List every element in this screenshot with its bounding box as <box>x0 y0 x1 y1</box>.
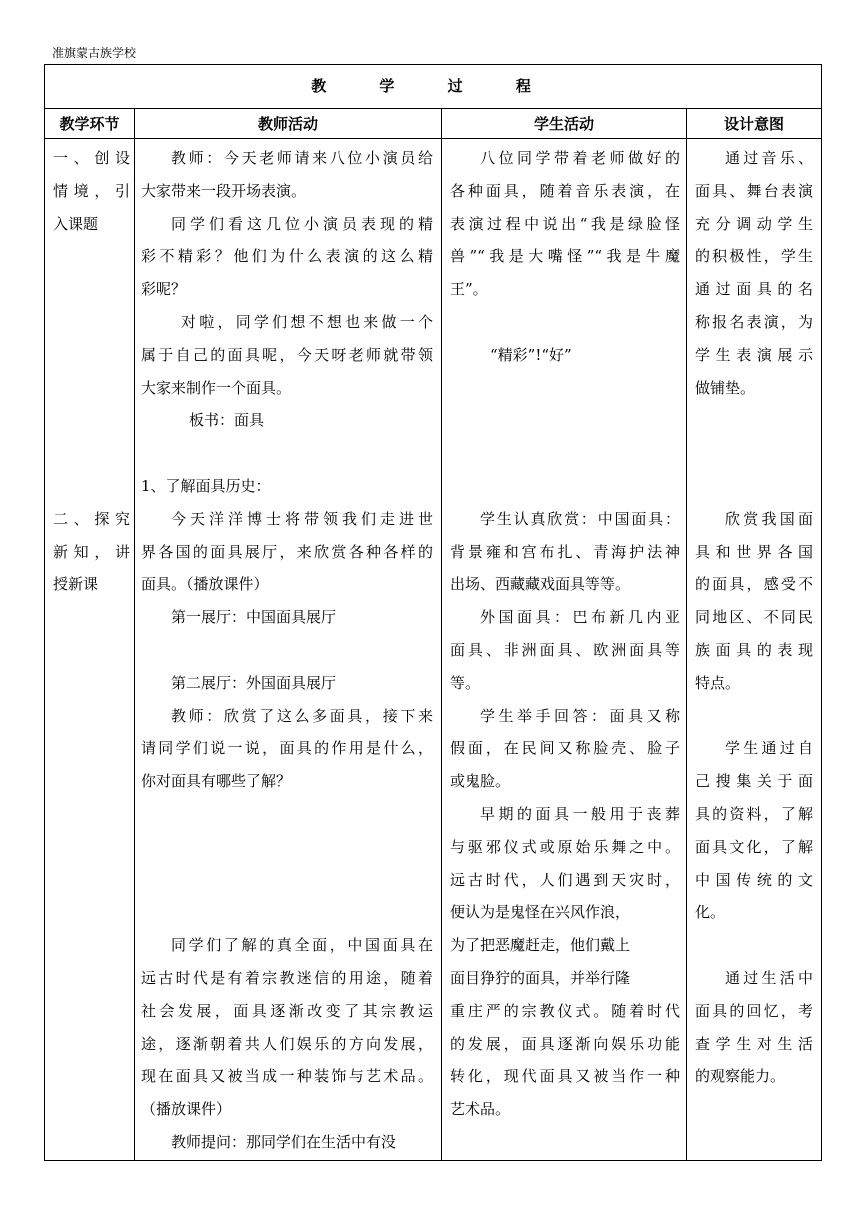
intent-text: 面具、舞台表演 <box>695 181 814 200</box>
student-text: 早期的面具一般用于丧葬 <box>480 804 680 823</box>
teacher-text: 第二展厅：外国面具展厅 <box>171 673 337 692</box>
teacher-text: 教师提问：那同学们在生活中有没 <box>171 1132 397 1151</box>
teacher-text: 1、了解面具历史： <box>141 476 271 495</box>
intent-text: 称报名表演，为 <box>695 312 814 331</box>
student-text: 面具、非洲面具、欧洲面具等 <box>450 640 680 659</box>
student-text: 等。 <box>450 673 481 692</box>
intent-text: 通过音乐、 <box>725 149 814 167</box>
teacher-text: 社会发展，面具逐渐改变了其宗教运 <box>141 1001 433 1020</box>
teacher-text: 教师：欣赏了这么多面具，接下来 <box>171 706 433 725</box>
teacher-activity-column <box>135 139 442 1161</box>
teacher-text: 彩不精彩？他们为什么表演的这么精 <box>141 247 433 266</box>
student-text: 兽”“我是大嘴怪”“我是牛魔 <box>450 247 680 266</box>
student-text: 的发展，面具逐渐向娱乐功能 <box>450 1034 680 1053</box>
intent-text: 欣赏我国面 <box>725 509 814 528</box>
stage-text: 情境，引 <box>53 181 130 200</box>
table-title: 教 学 过 程 <box>45 65 822 109</box>
teacher-text: 途，逐渐朝着共人们娱乐的方向发展， <box>141 1034 433 1053</box>
header-stage: 教学环节 <box>45 109 135 139</box>
school-name: 准旗蒙古族学校 <box>52 46 137 60</box>
teacher-text: 板书：面具 <box>189 411 265 430</box>
student-text: 便认为是鬼怪在兴风作浪， <box>450 903 631 922</box>
student-text: 重庄严的宗教仪式。随着时代 <box>450 1001 680 1020</box>
intent-text: 充分调动学生 <box>695 214 814 233</box>
intent-text: 族面具的表现 <box>695 640 814 659</box>
teacher-text: 属于自己的面具呢，今天呀老师就带领 <box>141 345 433 364</box>
student-text: 外国面具：巴布新几内亚 <box>480 608 680 627</box>
intent-text: 面具文化，了解 <box>695 837 814 856</box>
student-text: 八位同学带着老师做好的 <box>480 149 680 167</box>
intent-text: 做铺垫。 <box>695 378 756 397</box>
intent-text: 的面具，感受不 <box>695 575 814 594</box>
intent-text: 查学生对生活 <box>695 1034 814 1053</box>
student-text: 与驱邪仪式或原始乐舞之中。 <box>450 837 680 856</box>
student-text: 面目狰狞的面具，并举行隆 <box>450 968 631 987</box>
teacher-text: 远古时代是有着宗教迷信的用途，随着 <box>141 968 433 987</box>
student-text: 学生举手回答：面具又称 <box>480 706 680 725</box>
intent-text: 学生通过自 <box>725 739 814 758</box>
intent-text: 己搜集关于面 <box>695 772 814 791</box>
student-text: 表演过程中说出“我是绿脸怪 <box>450 214 680 233</box>
stage-text: 二、探究 <box>53 509 130 528</box>
intent-text: 学生表演展示 <box>695 345 814 364</box>
lesson-process-table <box>44 64 822 1161</box>
teacher-text: 今天洋洋博士将带领我们走进世 <box>171 509 433 528</box>
design-intent-column <box>687 139 822 1161</box>
student-text: 出场、西藏藏戏面具等等。 <box>450 575 631 594</box>
teacher-text: 面具。（播放课件） <box>141 575 269 594</box>
header-design-intent: 设计意图 <box>687 109 822 139</box>
stage-text: 一、创设 <box>53 149 130 167</box>
teacher-text: （播放课件） <box>141 1100 232 1119</box>
header-student-activity: 学生活动 <box>442 109 687 139</box>
teacher-text: 第一展厅：中国面具展厅 <box>171 608 337 627</box>
student-text: 转化，现代面具又被当作一种 <box>450 1067 680 1086</box>
teacher-text: 你对面具有哪些了解？ <box>141 772 292 791</box>
student-text: 学生认真欣赏：中国面具： <box>480 509 680 528</box>
teacher-text: 教师：今天老师请来八位小演员给 <box>171 149 433 167</box>
student-text: 为了把恶魔赶走，他们戴上 <box>450 936 631 955</box>
teacher-text: 请同学们说一说，面具的作用是什么， <box>141 739 433 758</box>
student-text: 背景雍和宫布扎、青海护法神 <box>450 542 680 561</box>
teacher-text: 大家带来一段开场表演。 <box>141 181 307 200</box>
student-text: 王”。 <box>450 280 488 299</box>
intent-text: 通过生活中 <box>725 968 814 987</box>
student-text: 或鬼脸。 <box>450 772 511 791</box>
teacher-text: 彩呢？ <box>141 280 187 299</box>
intent-text: 通过面具的名 <box>695 280 814 299</box>
teacher-text: 大家来制作一个面具。 <box>141 378 292 397</box>
intent-text: 中国传统的文 <box>695 870 814 889</box>
intent-text: 化。 <box>695 903 726 922</box>
intent-text: 具和世界各国 <box>695 542 814 561</box>
student-text: 艺术品。 <box>450 1100 511 1119</box>
intent-text: 同地区、不同民 <box>695 608 814 627</box>
student-activity-column <box>442 139 687 1161</box>
header-teacher-activity: 教师活动 <box>135 109 442 139</box>
student-text: 假面，在民间又称脸壳、脸子 <box>450 739 680 758</box>
stage-text: 新知，讲 <box>53 542 130 561</box>
teacher-text: 同学们看这几位小演员表现的精 <box>171 214 433 233</box>
intent-text: 的积极性，学生 <box>695 247 814 266</box>
teacher-text: 同学们了解的真全面，中国面具在 <box>171 936 433 955</box>
stage-column <box>45 139 135 1161</box>
student-text: “精彩”!“好” <box>490 345 572 364</box>
student-text: 各种面具，随着音乐表演，在 <box>450 181 680 200</box>
intent-text: 面具的回忆，考 <box>695 1001 814 1020</box>
intent-text: 具的资料，了解 <box>695 804 814 823</box>
teacher-text: 对啦，同学们想不想也来做一个 <box>181 312 433 331</box>
teacher-text: 界各国的面具展厅，来欣赏各种各样的 <box>141 542 433 561</box>
stage-text: 入课题 <box>53 214 99 233</box>
intent-text: 的观察能力。 <box>695 1067 786 1086</box>
student-text: 远古时代，人们遇到天灾时， <box>450 870 680 889</box>
stage-text: 授新课 <box>53 575 99 594</box>
intent-text: 特点。 <box>695 673 741 692</box>
teacher-text: 现在面具又被当成一种装饰与艺术品。 <box>141 1067 433 1086</box>
